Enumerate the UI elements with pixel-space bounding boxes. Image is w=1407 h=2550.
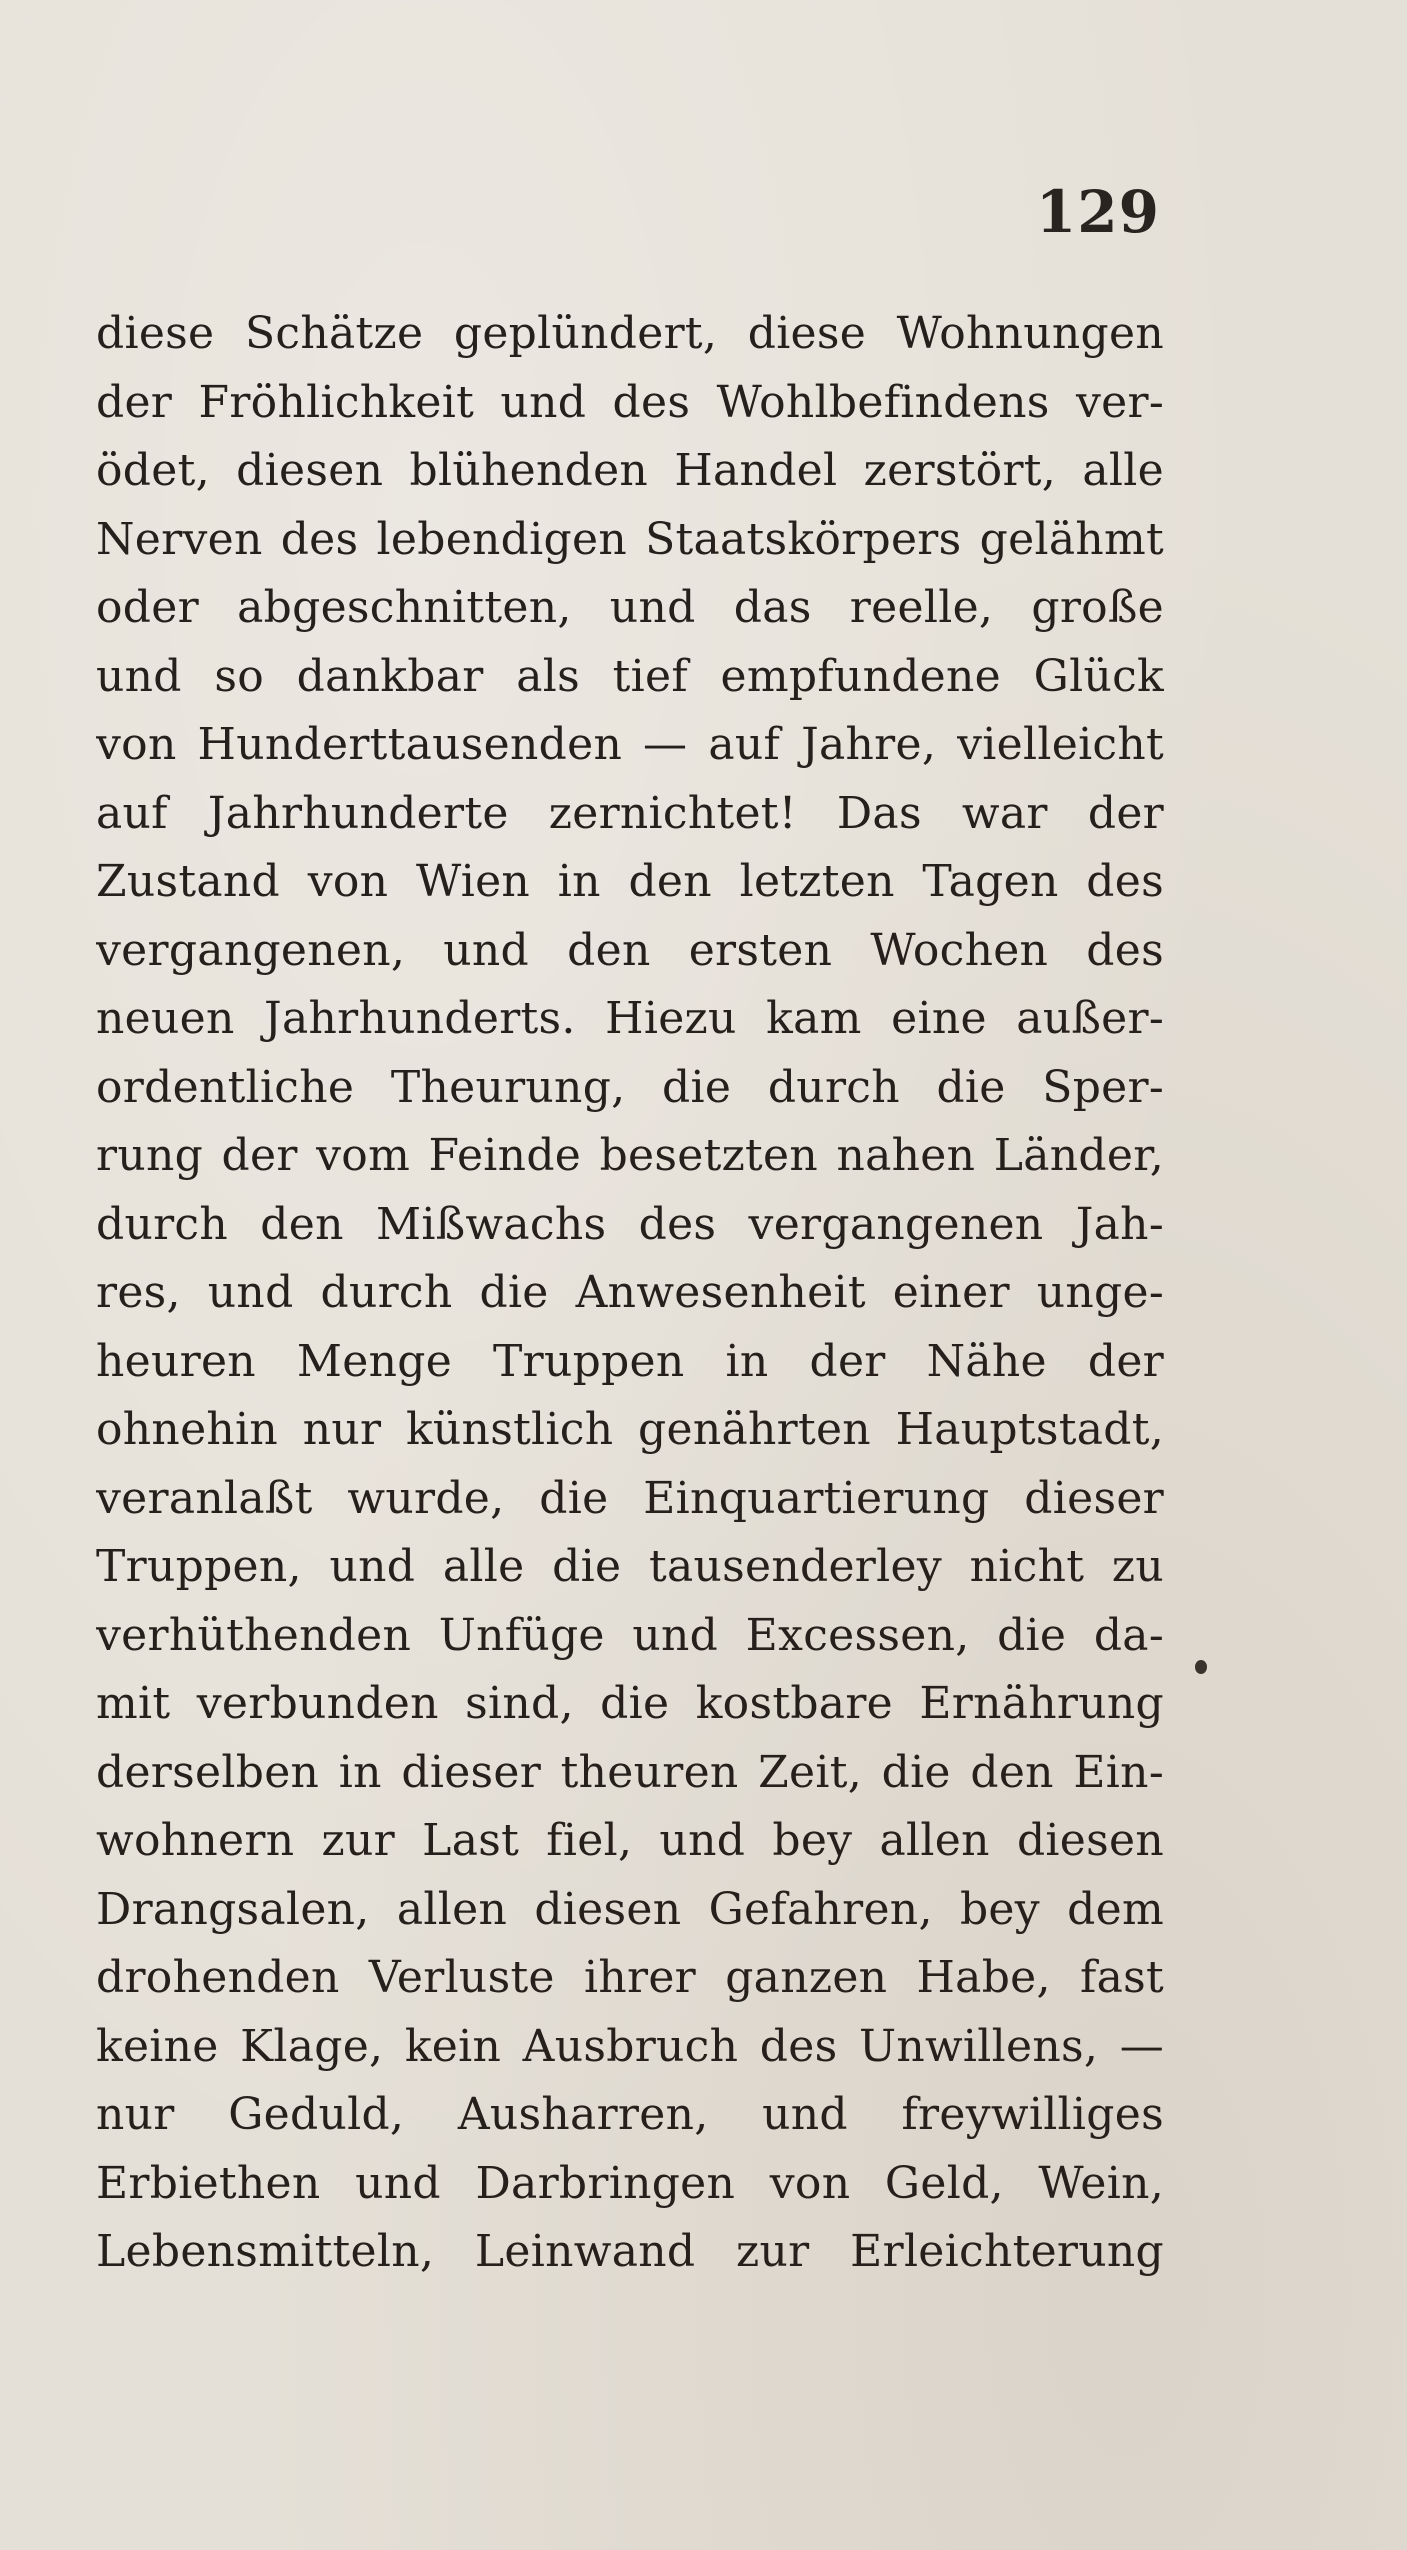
text-line: ohnehin nur künstlich genährten Hauptstadt, [96,1404,1164,1455]
text-line: drohenden Verluste ihrer ganzen Habe, fast [96,1952,1164,2003]
text-line: heuren Menge Truppen in der Nähe der [96,1335,1164,1387]
text-line: veranlaßt wurde, die Einquartierung dieser [96,1472,1164,1524]
page-number: 129 [1035,178,1160,246]
text-line: rung der vom Feinde besetzten nahen Länder, [96,1130,1164,1181]
text-line: der Fröhlichkeit und des Wohlbefindens ver- [96,376,1164,428]
text-line: auf Jahrhunderte zernichtet! Das war der [96,787,1164,839]
text-line: von Hunderttausenden — auf Jahre, vielleicht [96,719,1164,770]
text-line: Truppen, und alle die tausenderley nicht zu [96,1541,1164,1592]
text-line: Lebensmitteln, Leinwand zur Erleichterung [96,2226,1164,2277]
text-line: Erbiethen und Darbringen von Geld, Wein, [96,2157,1164,2209]
body-text [96,300,1164,2287]
text-line: neuen Jahrhunderts. Hiezu kam eine außer- [96,993,1164,1044]
ink-spot [1195,1660,1207,1674]
text-line: diese Schätze geplündert, diese Wohnungen [96,308,1164,359]
text-line: res, und durch die Anwesenheit einer unge- [96,1267,1164,1318]
text-line: durch den Mißwachs des vergangenen Jah- [96,1198,1164,1250]
text-line: vergangenen, und den ersten Wochen des [96,924,1164,976]
text-line: Nerven des lebendigen Staatskörpers gelähmt [96,513,1164,565]
text-line: keine Klage, kein Ausbruch des Unwillens, — [96,2020,1164,2072]
text-line: Drangsalen, allen diesen Gefahren, bey dem [96,1883,1164,1935]
text-line: derselben in dieser theuren Zeit, die den Ein- [96,1746,1164,1798]
text-line: ordentliche Theurung, die durch die Sper- [96,1061,1164,1113]
text-line: oder abgeschnitten, und das reelle, große [96,582,1164,633]
text-line: verhüthenden Unfüge und Excessen, die da- [96,1609,1164,1661]
text-line: und so dankbar als tief empfundene Glück [96,650,1164,702]
text-line: mit verbunden sind, die kostbare Ernährung [96,1678,1164,1729]
text-line: nur Geduld, Ausharren, und freywilliges [96,2089,1164,2140]
text-line: ödet, diesen blühenden Handel zerstört, alle [96,445,1164,496]
text-line: Zustand von Wien in den letzten Tagen des [96,856,1164,907]
text-line: wohnern zur Last fiel, und bey allen diesen [96,1815,1164,1866]
